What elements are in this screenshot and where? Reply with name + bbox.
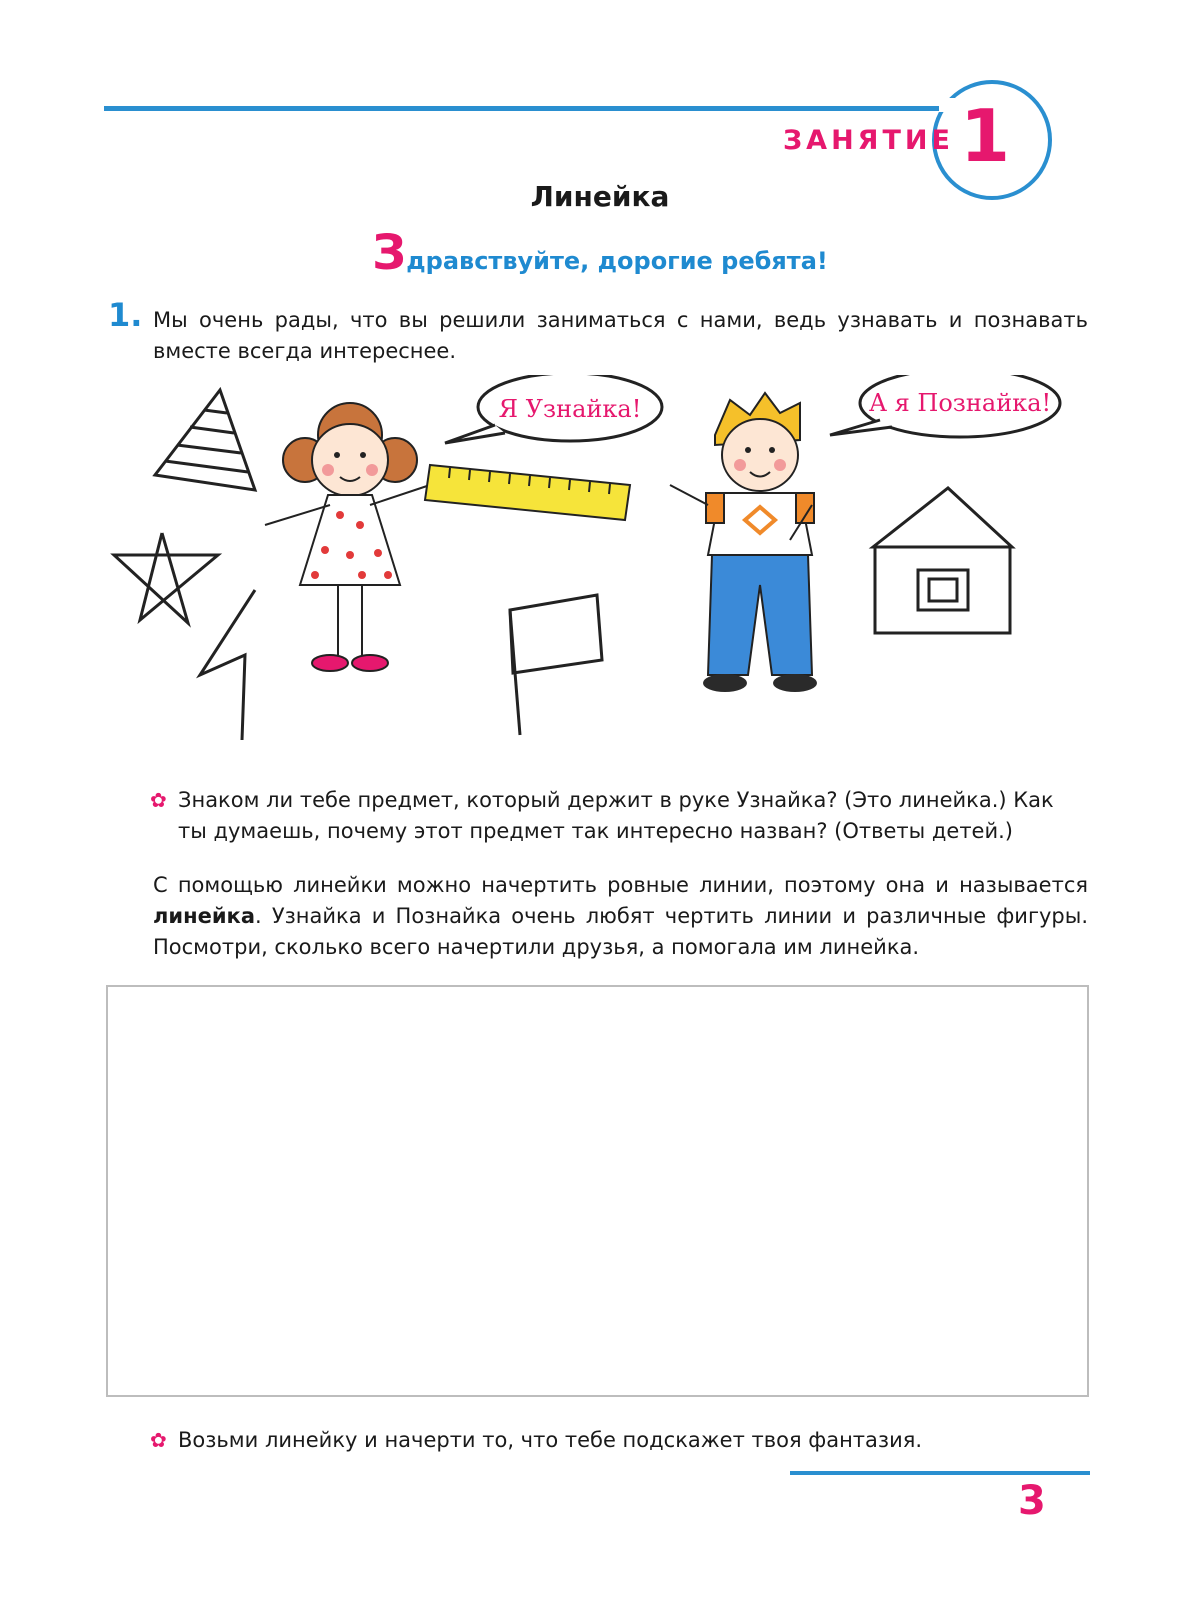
- header-rule-join: [104, 106, 939, 111]
- flower-icon: ✿: [150, 1428, 167, 1452]
- greeting-rest: дравствуйте, дорогие ребята!: [406, 247, 828, 275]
- paragraph-after: . Узнайка и Познайка очень любят чертить линии и различные фигуры. Посмотри, сколько всего начертили друзья, а помогала им линейка.: [153, 904, 1088, 959]
- lesson-label: ЗАНЯТИЕ: [783, 125, 954, 156]
- question-1: [150, 785, 1085, 847]
- speech-girl-text: Я Узнайка!: [498, 395, 642, 423]
- task-number: 1.: [108, 296, 143, 334]
- flower-icon: ✿: [150, 788, 167, 812]
- page-number: 3: [1018, 1478, 1046, 1524]
- zigzag-shape: [200, 590, 255, 740]
- explanation-paragraph: [153, 870, 1088, 963]
- footer-rule: [790, 1471, 1090, 1475]
- page-title: Линейка: [530, 180, 670, 213]
- lesson-number: 1: [960, 94, 1011, 178]
- paragraph-bold-word: линейка: [153, 904, 255, 928]
- speech-bubble-boy: [830, 375, 1060, 437]
- question-1-text: Знаком ли тебе предмет, который держит в руке Узнайка? (Это линейка.) Как ты думаешь, почему этот предмет так интересно назван? (Ответы детей.): [178, 788, 1054, 843]
- illustration: [100, 375, 1090, 755]
- triangle-shape: [155, 390, 255, 490]
- star-shape: [114, 533, 218, 623]
- greeting-initial: З: [372, 225, 407, 281]
- speech-bubble-girl: [445, 375, 662, 443]
- boy-figure: [670, 393, 817, 692]
- flag-shape: [510, 595, 602, 735]
- house-shape: [873, 488, 1012, 633]
- ruler-drawing: [425, 465, 630, 520]
- drawing-area[interactable]: [106, 985, 1089, 1397]
- question-2: [150, 1425, 1085, 1456]
- speech-boy-text: А я Познайка!: [868, 389, 1052, 417]
- paragraph-before: С помощью линейки можно начертить ровные линии, поэтому она и называется: [153, 873, 1088, 897]
- greeting: [0, 225, 1200, 281]
- task-intro: Мы очень рады, что вы решили заниматься с нами, ведь узнавать и познавать вместе всегда интереснее.: [153, 308, 1088, 363]
- question-2-text: Возьми линейку и начерти то, что тебе подскажет твоя фантазия.: [178, 1428, 923, 1452]
- girl-figure: [265, 403, 430, 671]
